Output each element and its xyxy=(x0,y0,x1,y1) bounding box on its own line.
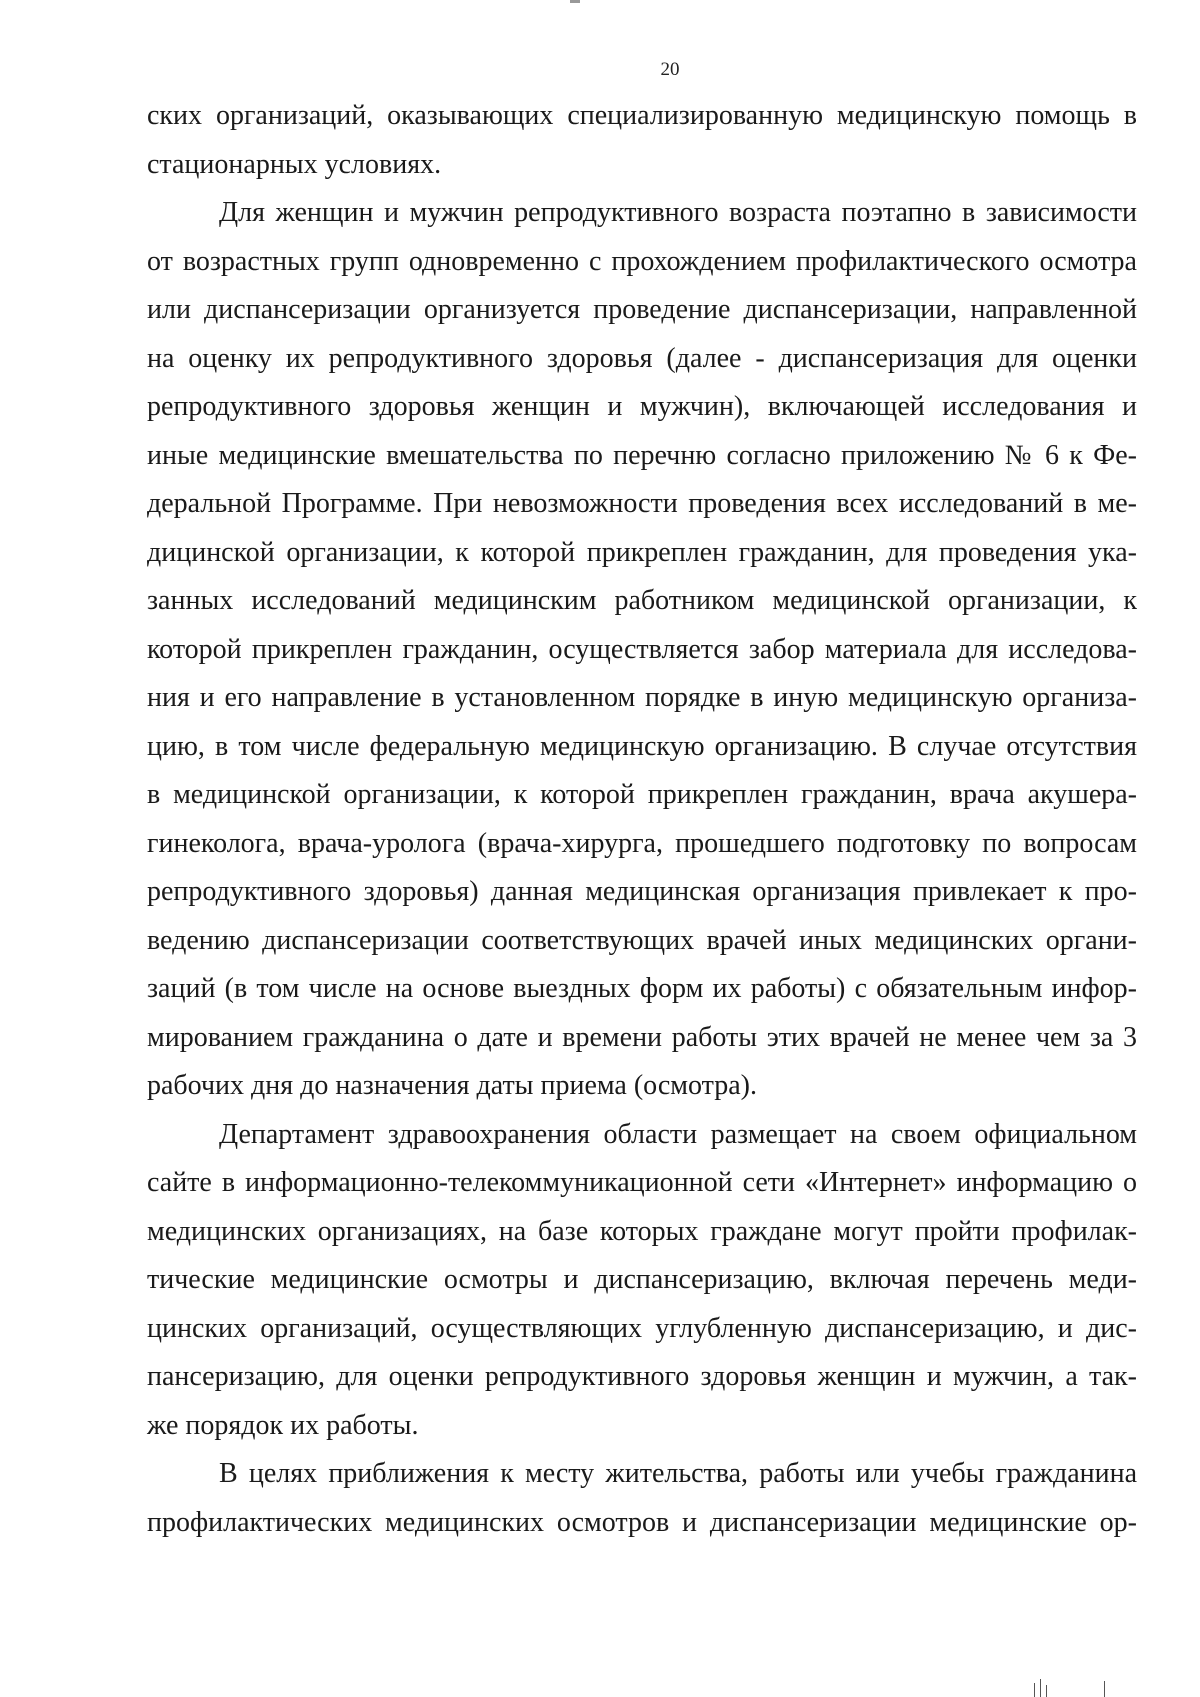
page-number: 20 xyxy=(660,59,680,80)
scan-tick xyxy=(1040,1679,1041,1697)
text-line: мированием гражданина о дате и времени работы этих врачей не менее чем за 3 xyxy=(147,1021,1137,1053)
text-line: Для женщин и мужчин репродуктивного возраста поэтапно в зависимости xyxy=(219,197,1137,228)
scan-tick xyxy=(1034,1683,1035,1697)
text-line: которой прикреплен гражданин, осуществляется забор материала для исследова- xyxy=(147,633,1137,665)
document-body xyxy=(147,92,1137,1547)
text-line: иные медицинские вмешательства по перечню согласно приложению № 6 к Фе- xyxy=(147,439,1137,471)
text-line: стационарных условиях. xyxy=(147,148,442,180)
text-line: ведению диспансеризации соответствующих врачей иных медицинских органи- xyxy=(147,924,1137,956)
text-line: ния и его направление в установленном порядке в иную медицинскую организа- xyxy=(147,682,1137,713)
text-line: репродуктивного здоровья) данная медицинская организация привлекает к про- xyxy=(147,876,1137,907)
text-line: сайте в информационно-телекоммуникационной сети «Интернет» информацию о xyxy=(147,1167,1137,1198)
text-line: цинских организаций, осуществляющих углубленную диспансеризацию, и дис- xyxy=(147,1312,1137,1344)
text-line: же порядок их работы. xyxy=(147,1409,419,1441)
text-line: занных исследований медицинским работником медицинской организации, к xyxy=(147,585,1137,616)
text-line: дицинской организации, к которой прикреплен гражданин, для проведения ука- xyxy=(147,536,1137,568)
text-line: от возрастных групп одновременно с прохождением профилактического осмотра xyxy=(147,245,1137,277)
scan-tick xyxy=(1104,1681,1105,1697)
text-line: репродуктивного здоровья женщин и мужчин), включающей исследования и xyxy=(147,391,1137,422)
text-line: или диспансеризации организуется проведение диспансеризации, направленной xyxy=(147,294,1137,325)
text-line: гинеколога, врача-уролога (врача-хирурга, прошедшего подготовку по вопросам xyxy=(147,827,1137,859)
text-line: ских организаций, оказывающих специализированную медицинскую помощь в xyxy=(147,100,1137,131)
text-line: заций (в том числе на основе выездных форм их работы) с обязательным инфор- xyxy=(147,973,1137,1004)
scan-artifact-marks xyxy=(1030,1675,1120,1697)
scan-artifact-top xyxy=(570,0,580,3)
text-line: профилактических медицинских осмотров и диспансеризации медицинские ор- xyxy=(147,1506,1137,1538)
text-line: пансеризацию, для оценки репродуктивного здоровья женщин и мужчин, а так- xyxy=(147,1361,1137,1392)
scan-tick xyxy=(1046,1685,1047,1697)
paragraph-3 xyxy=(147,1111,1137,1451)
text-line: В целях приближения к месту жительства, работы или учебы гражданина xyxy=(219,1458,1137,1489)
paragraph-2 xyxy=(147,189,1137,1111)
paragraph-4 xyxy=(147,1450,1137,1547)
text-line: рабочих дня до назначения даты приема (осмотра). xyxy=(147,1070,757,1101)
text-line: Департамент здравоохранения области размещает на своем официальном xyxy=(219,1118,1137,1150)
text-line: медицинских организациях, на базе которых граждане могут пройти профилак- xyxy=(147,1215,1137,1247)
text-line: тические медицинские осмотры и диспансеризацию, включая перечень меди- xyxy=(147,1264,1137,1295)
text-line: в медицинской организации, к которой прикреплен гражданин, врача акушера- xyxy=(147,779,1137,810)
text-line: деральной Программе. При невозможности проведения всех исследований в ме- xyxy=(147,488,1137,519)
text-line: цию, в том числе федеральную медицинскую организацию. В случае отсутствия xyxy=(147,730,1137,762)
text-line: на оценку их репродуктивного здоровья (далее - диспансеризация для оценки xyxy=(147,342,1137,374)
paragraph-1 xyxy=(147,92,1137,189)
